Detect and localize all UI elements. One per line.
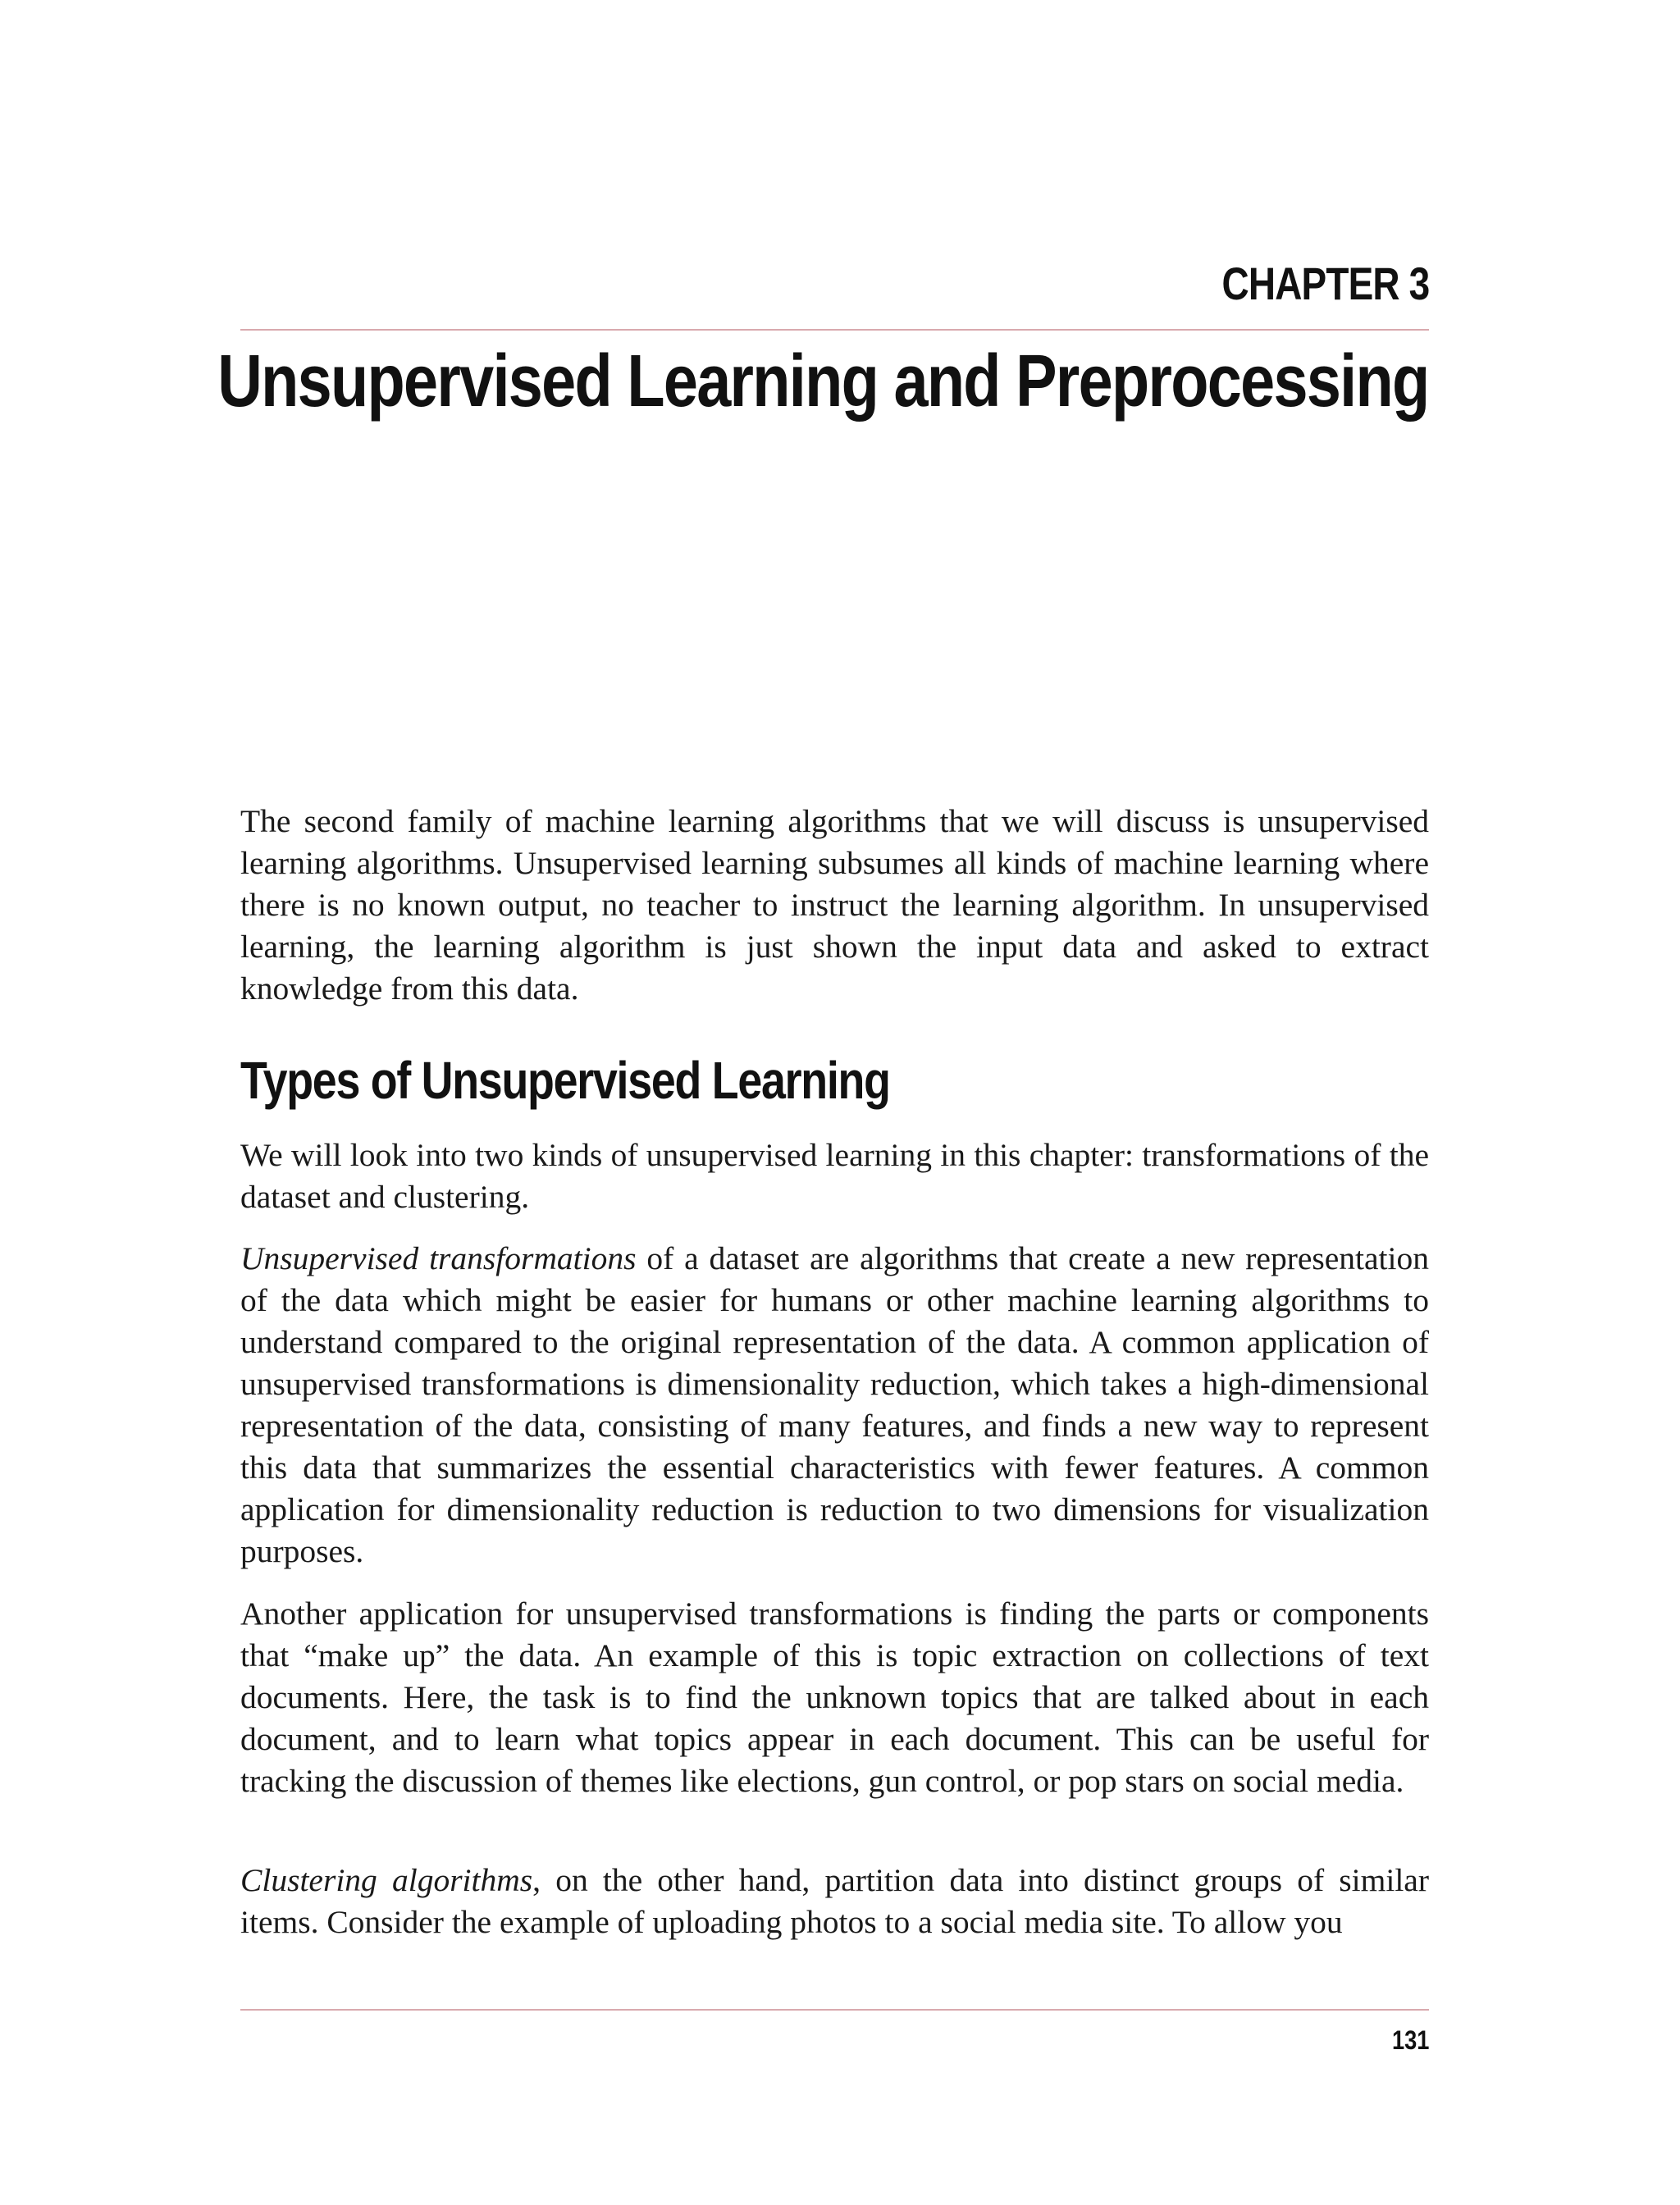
paragraph-transformations-text: of a dataset are algorithms that create a new representation of the data which might be easier for humans or other machine learning algorithms to understand compared to the original representation of the data. A common application of unsupervised transformations is dimensionality reduction, which takes a high-dimensional representation of the data, consisting of many features, and finds a new way to represent this data that summarizes the essential characteristics with fewer features. A common application for dimensionality reduction is reduction to two dimensions for visualization purposes. [240,1240,1429,1569]
paragraph-kinds: We will look into two kinds of unsupervised learning in this chapter: transformations of the dataset and clustering. [240,1137,1429,1215]
term-unsupervised-transformations: Unsupervised transformations [240,1240,637,1276]
intro-paragraph: The second family of machine learning algorithms that we will discuss is unsupervised learning algorithms. Unsupervised learning subsumes all kinds of machine learning where there is no known output, no teacher to instruct the learning algorithm. In unsupervised learning, the learning algorithm is just shown the input data and asked to extract knowledge from this data. [240,803,1429,1007]
section-heading: Types of Unsupervised Learning [240,1051,890,1110]
chapter-rule [240,329,1429,331]
page-number: 131 [1391,2025,1429,2055]
paragraph-clustering [240,1860,1429,1943]
chapter-label: CHAPTER 3 [1221,258,1429,309]
term-clustering-algorithms: Clustering algorithms [240,1862,533,1898]
paragraph-clustering-text: , on the other hand, partition data into distinct groups of similar items. Consider the example of uploading photos to a social media site. To allow you [240,1862,1429,1940]
paragraph-components: Another application for unsupervised transformations is finding the parts or components that “make up” the data. An example of this is topic extraction on collections of text documents. Here, the task is to find the unknown topics that are talked about in each document, and to learn what topics appear in each document. This can be useful for tracking the discussion of themes like elections, gun control, or pop stars on social media. [240,1596,1429,1799]
footer-rule [240,2009,1429,2011]
paragraph-transformations [240,1238,1429,1573]
chapter-title: Unsupervised Learning and Preprocessing [217,340,1429,422]
